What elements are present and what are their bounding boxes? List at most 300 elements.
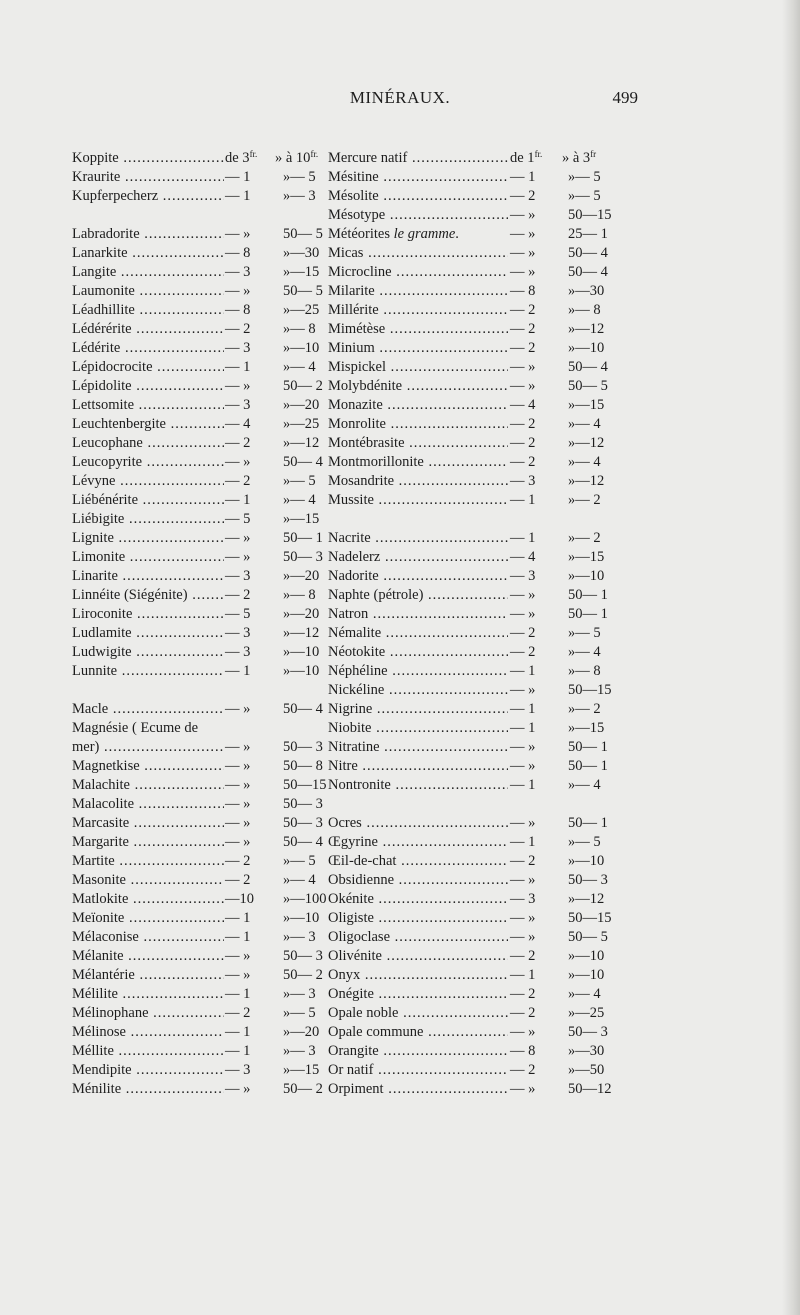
max-price: »— 4 <box>283 359 316 375</box>
mineral-price-row <box>72 814 324 833</box>
max-price: »— 5 <box>283 1005 316 1021</box>
mineral-name: Nadorite ..... <box>328 567 508 586</box>
entry-name: Koppite ..... <box>72 149 224 168</box>
min-price: — » <box>510 1024 536 1040</box>
max-price: »—30 <box>568 283 605 299</box>
max-price: »—15 <box>283 511 320 527</box>
max-price: »—20 <box>283 568 320 584</box>
max-price: 50— 1 <box>568 606 608 622</box>
max-price: »— 3 <box>283 986 316 1002</box>
mineral-name: Magnésie ( Ecume de <box>72 720 199 736</box>
min-price: — 1 <box>510 169 536 185</box>
right-price-column <box>328 149 658 1099</box>
mineral-price-row <box>72 358 324 377</box>
mineral-name: Nitre ..... <box>328 757 508 776</box>
min-price: — 2 <box>510 1005 536 1021</box>
min-price: — 1 <box>225 910 251 926</box>
max-price: »—50 <box>568 1062 605 1078</box>
mineral-name: Oligiste ..... <box>328 909 508 928</box>
max-price: »—100 <box>283 891 327 907</box>
min-price: — » <box>225 226 251 242</box>
column-header-row <box>72 149 324 168</box>
min-price: — » <box>225 758 251 774</box>
min-price: — » <box>510 359 536 375</box>
page-title: MINÉRAUX. <box>349 88 451 107</box>
min-price: — » <box>510 758 536 774</box>
max-price: 50— 3 <box>283 948 323 964</box>
mineral-name: Linarite ..... <box>72 567 224 586</box>
min-price: — 1 <box>225 929 251 945</box>
max-price: 50— 2 <box>283 378 323 394</box>
min-price: — 1 <box>225 1043 251 1059</box>
mineral-name: Nigrine ..... <box>328 700 508 719</box>
mineral-price-row <box>328 244 658 263</box>
min-price: — 2 <box>225 587 251 603</box>
max-price: 50— 4 <box>568 264 608 280</box>
min-price: — » <box>225 967 251 983</box>
mineral-name: Mendipite ..... <box>72 1061 224 1080</box>
mineral-price-row <box>72 225 324 244</box>
mineral-price-row <box>72 985 324 1004</box>
max-price: 50— 5 <box>568 378 608 394</box>
max-price: »—15 <box>568 549 605 565</box>
mineral-price-row <box>328 396 658 415</box>
min-price: — 2 <box>225 473 251 489</box>
min-price: — 2 <box>225 435 251 451</box>
mineral-name: Okénite ..... <box>328 890 508 909</box>
max-price: »— 8 <box>568 663 601 679</box>
max-price: »—20 <box>283 1024 320 1040</box>
max-price: 50— 1 <box>283 530 323 546</box>
max-price: »— 5 <box>283 853 316 869</box>
mineral-name: Magnetkise ..... <box>72 757 224 776</box>
max-price: »—30 <box>283 245 320 261</box>
min-price: — » <box>225 739 251 755</box>
section-gap <box>72 681 324 700</box>
mineral-price-row <box>72 320 324 339</box>
max-price: »—25 <box>283 416 320 432</box>
max-price: »— 8 <box>283 321 316 337</box>
min-price: — » <box>510 245 536 261</box>
page-edge-shadow <box>782 0 800 1315</box>
min-price: — 1 <box>510 834 536 850</box>
max-price: 50—15 <box>568 682 612 698</box>
max-price: »— 5 <box>283 169 316 185</box>
mineral-name: Mésolite ..... <box>328 187 508 206</box>
mineral-price-row <box>72 757 324 776</box>
mineral-price-row <box>328 567 658 586</box>
mineral-price-row <box>72 719 324 738</box>
entry-name: Mercure natif ..... <box>328 149 508 168</box>
mineral-name: Nacrite ..... <box>328 529 508 548</box>
max-price: 50—15 <box>568 910 612 926</box>
mineral-name: Nadelerz ..... <box>328 548 508 567</box>
max-price: »—12 <box>283 435 320 451</box>
max-price: »— 4 <box>568 777 601 793</box>
mineral-name: Mispickel ..... <box>328 358 508 377</box>
mineral-price-row <box>328 434 658 453</box>
mineral-price-row <box>328 377 658 396</box>
max-price: »—12 <box>568 321 605 337</box>
min-price: — 1 <box>225 169 251 185</box>
mineral-price-row <box>72 377 324 396</box>
mineral-price-row <box>72 396 324 415</box>
min-price: — » <box>510 815 536 831</box>
max-price: »—10 <box>568 340 605 356</box>
mineral-name: Langite ..... <box>72 263 224 282</box>
max-price: »— 2 <box>568 492 601 508</box>
mineral-name: Mélantérie ..... <box>72 966 224 985</box>
mineral-name: Mélilite ..... <box>72 985 224 1004</box>
entry-min-price: de $1^{fr.}$ <box>510 149 543 166</box>
max-price: »—12 <box>568 891 605 907</box>
max-price: 50— 4 <box>283 834 323 850</box>
mineral-price-row <box>72 871 324 890</box>
min-price: — 1 <box>510 777 536 793</box>
min-price: — 8 <box>510 283 536 299</box>
min-price: — 2 <box>225 321 251 337</box>
min-price: — » <box>225 283 251 299</box>
max-price: »—15 <box>568 397 605 413</box>
mineral-name: Lépidolite ..... <box>72 377 224 396</box>
min-price: — 3 <box>225 1062 251 1078</box>
mineral-name: Onyx ..... <box>328 966 508 985</box>
min-price: — 3 <box>225 397 251 413</box>
mineral-name: Mélinophane ..... <box>72 1004 224 1023</box>
min-price: — 3 <box>510 891 536 907</box>
mineral-price-row <box>72 890 327 909</box>
mineral-name: Nitratine ..... <box>328 738 508 757</box>
max-price: 50— 3 <box>283 739 323 755</box>
min-price: — 3 <box>225 568 251 584</box>
mineral-name: Lévyne ..... <box>72 472 224 491</box>
max-price: 50— 2 <box>283 1081 323 1097</box>
max-price: »—25 <box>283 302 320 318</box>
mineral-name: Labradorite ..... <box>72 225 224 244</box>
max-price: »— 8 <box>568 302 601 318</box>
mineral-price-row <box>72 928 324 947</box>
max-price: 50— 1 <box>568 758 608 774</box>
mineral-price-row <box>328 719 658 738</box>
min-price: — 8 <box>510 1043 536 1059</box>
mineral-price-row <box>72 263 324 282</box>
mineral-price-row <box>72 700 324 719</box>
mineral-price-row <box>72 434 324 453</box>
min-price: — 2 <box>510 302 536 318</box>
max-price: »—30 <box>568 1043 605 1059</box>
mineral-price-row <box>328 263 658 282</box>
min-price: — 1 <box>510 720 536 736</box>
mineral-name: Or natif ..... <box>328 1061 508 1080</box>
mineral-price-row <box>328 1042 658 1061</box>
mineral-price-row <box>328 776 658 795</box>
mineral-name: Néphéline ..... <box>328 662 508 681</box>
mineral-price-row <box>72 624 324 643</box>
min-price: — » <box>225 701 251 717</box>
min-price: — 3 <box>510 473 536 489</box>
mineral-price-row <box>328 966 658 985</box>
mineral-price-row <box>328 168 658 187</box>
mineral-price-row <box>328 187 658 206</box>
mineral-price-row <box>328 301 658 320</box>
min-price: — » <box>225 834 251 850</box>
max-price: »— 4 <box>568 416 601 432</box>
max-price: 50— 5 <box>568 929 608 945</box>
mineral-price-row <box>72 168 324 187</box>
mineral-price-row <box>72 662 324 681</box>
max-price: »—10 <box>283 340 320 356</box>
mineral-price-row <box>72 795 324 814</box>
mineral-price-row <box>72 947 324 966</box>
max-price: 50— 3 <box>568 1024 608 1040</box>
min-price: — 1 <box>225 492 251 508</box>
mineral-name: Ludlamite ..... <box>72 624 224 643</box>
max-price: 50— 4 <box>568 245 608 261</box>
mineral-name: Orpiment ..... <box>328 1080 508 1099</box>
mineral-price-row <box>72 1023 324 1042</box>
max-price: »—10 <box>283 910 320 926</box>
mineral-name: Malachite ..... <box>72 776 224 795</box>
min-price: — 2 <box>510 188 536 204</box>
mineral-name: Oligoclase ..... <box>328 928 508 947</box>
mineral-price-row <box>72 339 324 358</box>
mineral-name: Mosandrite ..... <box>328 472 508 491</box>
mineral-name: Liébénérite ..... <box>72 491 224 510</box>
column-header-row <box>328 149 658 168</box>
min-price: — » <box>510 929 536 945</box>
min-price: — 2 <box>510 340 536 356</box>
mineral-price-row <box>72 548 324 567</box>
mineral-name: Minium ..... <box>328 339 508 358</box>
min-price: — 2 <box>510 1062 536 1078</box>
max-price: »—10 <box>283 644 320 660</box>
max-price: 50—12 <box>568 1081 612 1097</box>
max-price: »—12 <box>568 473 605 489</box>
min-price: — 1 <box>510 967 536 983</box>
max-price: »— 5 <box>568 169 601 185</box>
mineral-price-row <box>72 586 324 605</box>
mineral-name: Millérite ..... <box>328 301 508 320</box>
min-price: — » <box>225 796 251 812</box>
mineral-price-row <box>328 890 658 909</box>
mineral-name: Lanarkite ..... <box>72 244 224 263</box>
mineral-price-row <box>328 548 658 567</box>
mineral-price-row <box>72 1061 324 1080</box>
min-price: — » <box>510 910 536 926</box>
mineral-price-row <box>72 301 324 320</box>
mineral-price-row <box>328 529 658 548</box>
mineral-name: Martite ..... <box>72 852 224 871</box>
mineral-price-row <box>328 643 658 662</box>
min-price: — » <box>510 264 536 280</box>
mineral-price-row <box>328 738 658 757</box>
mineral-price-row <box>328 909 658 928</box>
min-price: — 4 <box>510 397 536 413</box>
entry-max-price: » à $3^{fr}$ <box>562 149 597 166</box>
max-price: »—12 <box>283 625 320 641</box>
mineral-price-row <box>72 1004 324 1023</box>
mineral-price-row <box>72 567 324 586</box>
mineral-price-row <box>72 909 324 928</box>
mineral-name: Lettsomite ..... <box>72 396 224 415</box>
mineral-name: Opale commune ..... <box>328 1023 508 1042</box>
mineral-price-row <box>72 282 324 301</box>
mineral-name: Masonite ..... <box>72 871 224 890</box>
min-price: — 2 <box>510 948 536 964</box>
max-price: 50— 3 <box>283 815 323 831</box>
mineral-name: Linnéite (Siégénite) ..... <box>72 586 224 605</box>
section-gap <box>328 795 658 814</box>
mineral-price-row <box>328 605 658 624</box>
max-price: »— 4 <box>283 872 316 888</box>
mineral-name: Laumonite ..... <box>72 282 224 301</box>
min-price: — 4 <box>510 549 536 565</box>
max-price: »—20 <box>283 606 320 622</box>
min-price: — 1 <box>510 701 536 717</box>
mineral-name: Mésitine ..... <box>328 168 508 187</box>
min-price: — 2 <box>510 853 536 869</box>
mineral-price-row <box>328 681 658 700</box>
max-price: 50— 1 <box>568 739 608 755</box>
mineral-price-row <box>72 833 324 852</box>
mineral-price-row <box>328 662 658 681</box>
mineral-price-row <box>328 1080 658 1099</box>
min-price: — 1 <box>225 986 251 1002</box>
max-price: 50— 4 <box>568 359 608 375</box>
min-price: — 8 <box>225 302 251 318</box>
min-price: — 5 <box>225 606 251 622</box>
mineral-price-row <box>72 472 324 491</box>
mineral-name: Némalite ..... <box>328 624 508 643</box>
mineral-price-row <box>72 776 327 795</box>
mineral-price-row <box>72 491 324 510</box>
max-price: »— 2 <box>568 530 601 546</box>
mineral-name: Marcasite ..... <box>72 814 224 833</box>
min-price: — 1 <box>510 492 536 508</box>
mineral-name: Néotokite ..... <box>328 643 508 662</box>
max-price: 50—15 <box>283 777 327 793</box>
min-price: — » <box>510 1081 536 1097</box>
mineral-name: Orangite ..... <box>328 1042 508 1061</box>
mineral-name: Méllite ..... <box>72 1042 224 1061</box>
max-price: 50— 1 <box>568 587 608 603</box>
min-price: — 3 <box>225 625 251 641</box>
max-price: »— 4 <box>568 454 601 470</box>
max-price: 50— 5 <box>283 283 323 299</box>
mineral-price-row <box>328 206 658 225</box>
max-price: »—10 <box>283 663 320 679</box>
max-price: »— 8 <box>283 587 316 603</box>
mineral-price-row <box>328 586 658 605</box>
mineral-name: Liébigite ..... <box>72 510 224 529</box>
min-price: — » <box>225 454 251 470</box>
min-price: — » <box>510 587 536 603</box>
mineral-name: Montébrasite ..... <box>328 434 508 453</box>
section-gap <box>328 510 658 529</box>
max-price: »—15 <box>568 720 605 736</box>
mineral-name: Margarite ..... <box>72 833 224 852</box>
max-price: »—10 <box>568 967 605 983</box>
min-price: — » <box>225 777 251 793</box>
min-price: — » <box>225 530 251 546</box>
mineral-name: Lépidocrocite ..... <box>72 358 224 377</box>
mineral-name: Milarite ..... <box>328 282 508 301</box>
min-price: — » <box>225 948 251 964</box>
max-price: 50— 4 <box>283 454 323 470</box>
mineral-name: Malacolite ..... <box>72 795 224 814</box>
max-price: »— 4 <box>283 492 316 508</box>
min-price: — » <box>510 606 536 622</box>
min-price: — 8 <box>225 245 251 261</box>
mineral-name: Macle ..... <box>72 700 224 719</box>
max-price: »— 3 <box>283 1043 316 1059</box>
mineral-name: Œgyrine ..... <box>328 833 508 852</box>
mineral-price-row <box>328 947 658 966</box>
min-price: —10 <box>225 891 254 907</box>
min-price: — » <box>510 226 536 242</box>
max-price: 50— 5 <box>283 226 323 242</box>
mineral-name: Meïonite ..... <box>72 909 224 928</box>
min-price: — 3 <box>225 264 251 280</box>
mineral-price-row <box>328 472 658 491</box>
mineral-name: Liroconite ..... <box>72 605 224 624</box>
min-price: — 3 <box>225 340 251 356</box>
section-gap <box>72 206 324 225</box>
mineral-price-row <box>328 871 658 890</box>
mineral-name: Opale noble ..... <box>328 1004 508 1023</box>
max-price: »—15 <box>283 1062 320 1078</box>
mineral-price-row <box>328 757 658 776</box>
mineral-price-row <box>328 700 658 719</box>
mineral-price-row <box>328 415 658 434</box>
max-price: »—25 <box>568 1005 605 1021</box>
max-price: »— 5 <box>568 188 601 204</box>
mineral-name: mer) ..... <box>72 738 224 757</box>
mineral-name: Lignite ..... <box>72 529 224 548</box>
mineral-price-row <box>328 1004 658 1023</box>
min-price: — 4 <box>225 416 251 432</box>
max-price: 50— 1 <box>568 815 608 831</box>
max-price: »—12 <box>568 435 605 451</box>
mineral-price-row <box>328 453 658 472</box>
mineral-name: Monrolite ..... <box>328 415 508 434</box>
min-price: — 5 <box>225 511 251 527</box>
mineral-price-row <box>72 605 324 624</box>
max-price: »— 3 <box>283 929 316 945</box>
mineral-name: Mimétèse ..... <box>328 320 508 339</box>
max-price: 50— 3 <box>283 549 323 565</box>
mineral-price-row <box>328 491 658 510</box>
mineral-price-row <box>72 510 324 529</box>
max-price: »— 5 <box>568 625 601 641</box>
mineral-price-row <box>72 415 324 434</box>
min-price: — 2 <box>510 625 536 641</box>
mineral-price-row <box>328 358 658 377</box>
min-price: — » <box>510 207 536 223</box>
mineral-price-row <box>328 339 658 358</box>
min-price: — 2 <box>510 435 536 451</box>
mineral-price-row <box>72 1042 324 1061</box>
min-price: — 1 <box>225 663 251 679</box>
mineral-name: Limonite ..... <box>72 548 224 567</box>
mineral-price-row <box>328 624 658 643</box>
mineral-name: Lédérérite ..... <box>72 320 224 339</box>
min-price: — 2 <box>510 986 536 1002</box>
entry-max-price: » à $10^{fr.}$ <box>275 149 319 166</box>
mineral-name: Onégite ..... <box>328 985 508 1004</box>
mineral-name: Ménilite ..... <box>72 1080 224 1099</box>
mineral-price-row <box>72 852 324 871</box>
